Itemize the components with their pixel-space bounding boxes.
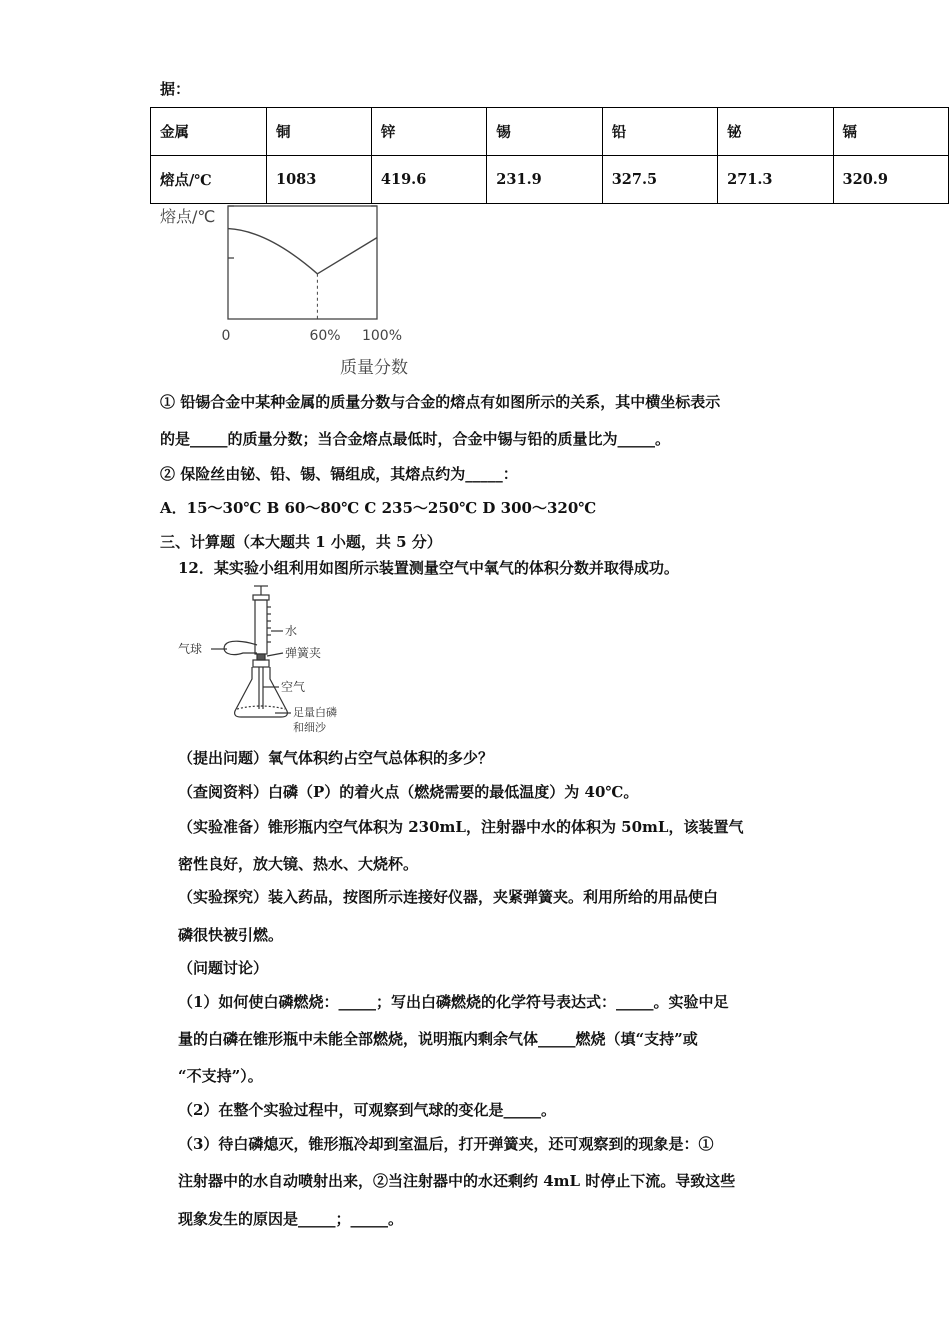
chart-frame [228, 206, 377, 319]
table-row [151, 108, 949, 156]
label-clamp: 弹簧夹 [285, 646, 322, 660]
metal-name: 镉 [833, 108, 948, 156]
x-tick-label: 0 [221, 328, 231, 344]
body-line: “不支持”）。 [178, 1067, 263, 1085]
melting-point-value: 231.9 [487, 156, 602, 204]
table-row-label: 熔点/℃ [151, 156, 267, 204]
metal-name: 锌 [371, 108, 486, 156]
body-line: （提出问题）氧气体积约占空气总体积的多少？ [178, 749, 494, 767]
metal-name: 铋 [718, 108, 833, 156]
q1-line1: ① 铅锡合金中某种金属的质量分数与合金的熔点有如图所示的关系，其中横坐标表示 [160, 393, 721, 411]
metal-name: 铜 [267, 108, 372, 156]
body-line: （实验准备）锥形瓶内空气体积为 230mL，注射器中水的体积为 50mL，该装置气 [178, 818, 744, 836]
q2-text: ② 保险丝由铋、铅、锡、镉组成，其熔点约为_____： [160, 465, 518, 483]
body-line: （实验探究）装入药品，按图所示连接好仪器，夹紧弹簧夹。利用所给的用品使白 [178, 888, 719, 906]
melting-point-value: 320.9 [833, 156, 948, 204]
body-line: 磷很快被引燃。 [178, 926, 284, 944]
melting-point-chart [150, 200, 420, 380]
body-line: 现象发生的原因是_____；_____。 [178, 1210, 404, 1228]
x-tick-label: 100% [361, 328, 403, 344]
melting-point-value: 327.5 [602, 156, 717, 204]
melting-point-value: 271.3 [718, 156, 833, 204]
body-line: （2）在整个实验过程中，可观察到气球的变化是_____。 [178, 1101, 556, 1119]
label-sand-line2: 和细沙 [293, 721, 326, 734]
body-line: 密性良好，放大镜、热水、大烧杯。 [178, 855, 419, 873]
body-line: 注射器中的水自动喷射出来，②当注射器中的水还剩约 4mL 时停止下流。导致这些 [178, 1172, 736, 1190]
body-line: 量的白磷在锥形瓶中未能全部燃烧，说明瓶内剩余气体_____燃烧（填“支持”或 [178, 1030, 698, 1048]
body-line: （1）如何使白磷燃烧：_____；写出白磷燃烧的化学符号表达式：_____。实验中足 [178, 993, 729, 1011]
q12-text: 12．某实验小组利用如图所示装置测量空气中氧气的体积分数并取得成功。 [178, 559, 679, 577]
metal-name: 铅 [602, 108, 717, 156]
melting-point-table [150, 107, 949, 204]
chart-ylabel: 熔点/℃ [160, 207, 216, 226]
section-heading: 三、计算题（本大题共 1 小题，共 5 分） [160, 533, 442, 551]
metal-name: 锡 [487, 108, 602, 156]
chart-xlabel: 质量分数 [340, 358, 408, 378]
q1-line2: 的是_____的质量分数；当合金熔点最低时，合金中锡与铅的质量比为_____。 [160, 430, 671, 448]
q2-options: A．15～30℃ B 60～80℃ C 235～250℃ D 300～320℃ [160, 499, 597, 517]
apparatus-diagram [175, 583, 375, 738]
table-row [151, 156, 949, 204]
body-line: （问题讨论） [178, 959, 269, 977]
melting-point-value: 1083 [267, 156, 372, 204]
series-line [228, 229, 377, 274]
melting-point-value: 419.6 [371, 156, 486, 204]
x-tick-label: 60% [309, 328, 341, 344]
label-air: 空气 [281, 680, 306, 694]
table-header-label: 金属 [151, 108, 267, 156]
body-line: （3）待白磷熄灭，锥形瓶冷却到室温后，打开弹簧夹，还可观察到的现象是：① [178, 1135, 714, 1153]
label-balloon: 气球 [178, 642, 203, 656]
body-line: （查阅资料）白磷（P）的着火点（燃烧需要的最低温度）为 40℃。 [178, 783, 639, 801]
intro-fragment: 据： [160, 80, 191, 98]
label-sand-line1: 足量白磷 [293, 706, 337, 719]
label-water: 水 [285, 624, 298, 638]
